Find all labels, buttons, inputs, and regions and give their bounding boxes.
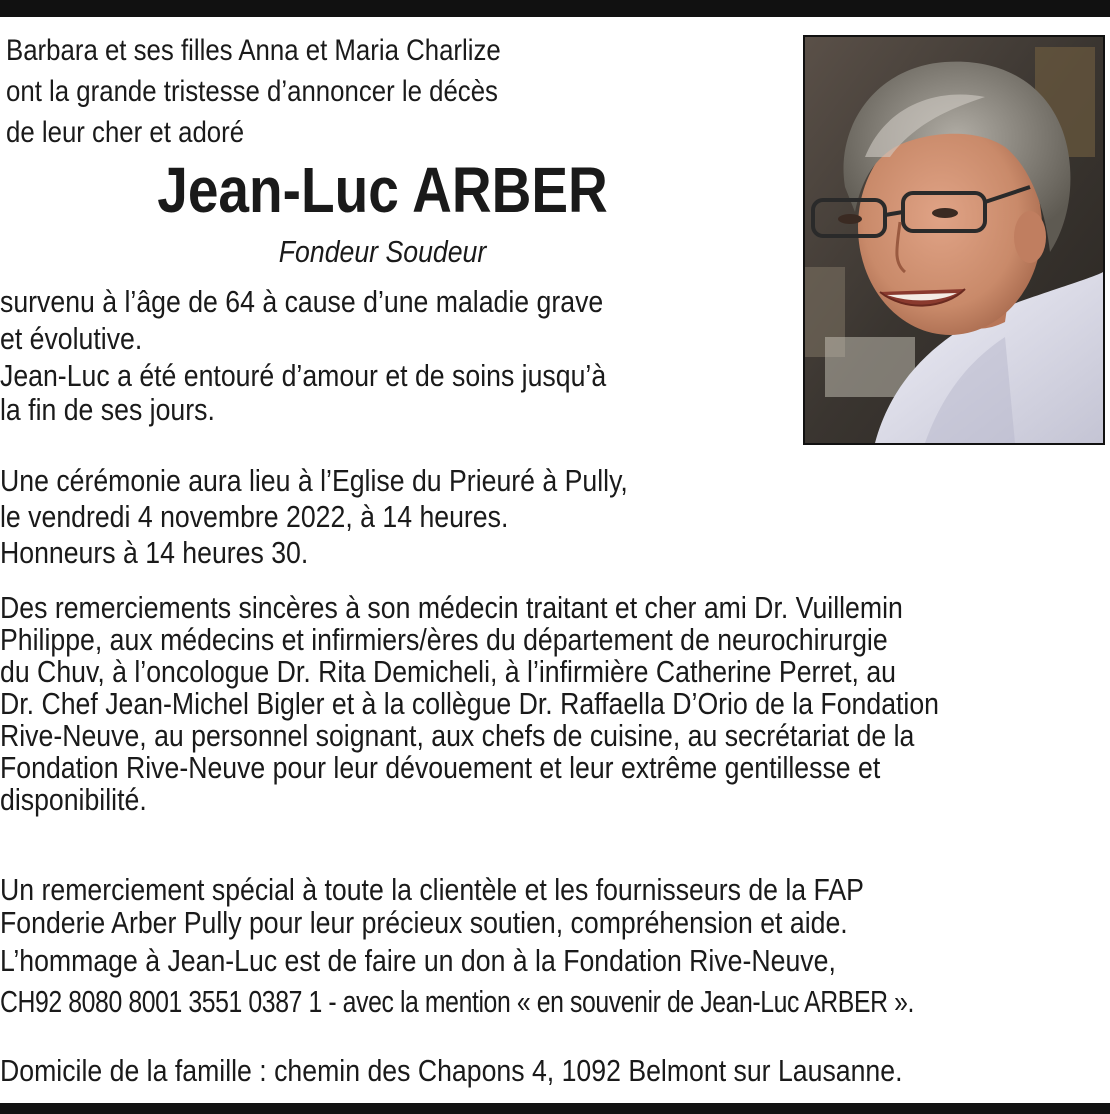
- top-rule: [0, 0, 1110, 17]
- ceremony-line: Honneurs à 14 heures 30.: [0, 535, 309, 570]
- intro-line: de leur cher et adoré: [6, 116, 245, 149]
- thanks-line: Des remerciements sincères à son médecin traitant et cher ami Dr. Vuillemin: [0, 590, 903, 625]
- special-line: Un remerciement spécial à toute la clientèle et les fournisseurs de la FAP: [0, 872, 864, 907]
- intro-text: [6, 30, 608, 153]
- cause-line: Jean-Luc a été entouré d’amour et de soins jusqu’à: [0, 358, 607, 393]
- ceremony-paragraph: [0, 463, 628, 571]
- special-line: Fonderie Arber Pully pour leur précieux soutien, compréhension et aide.: [0, 905, 848, 940]
- portrait-illustration: [805, 37, 1103, 443]
- cause-line: la fin de ses jours.: [0, 392, 215, 427]
- special-line: L’hommage à Jean-Luc est de faire un don à la Fondation Rive-Neuve,: [0, 943, 836, 978]
- thanks-line: Dr. Chef Jean-Michel Bigler et à la collègue Dr. Raffaella D’Orio de la Fondation: [0, 686, 940, 721]
- special-thanks-paragraph: [0, 873, 983, 1021]
- thanks-line: Rive-Neuve, au personnel soignant, aux chefs de cuisine, au secrétariat de la: [0, 718, 915, 753]
- cause-paragraph: [0, 283, 606, 427]
- ceremony-line: Une cérémonie aura lieu à l’Eglise du Prieuré à Pully,: [0, 463, 628, 498]
- thanks-line: Fondation Rive-Neuve pour leur dévouement et leur extrême gentillesse et: [0, 750, 881, 785]
- thanks-line: du Chuv, à l’oncologue Dr. Rita Demicheli, à l’infirmière Catherine Perret, au: [0, 654, 896, 689]
- intro-line: ont la grande tristesse d’annoncer le décès: [6, 75, 498, 108]
- thanks-line: Philippe, aux médecins et infirmiers/ères du département de neurochirurgie: [0, 622, 888, 657]
- iban-line: CH92 8080 8001 3551 0387 1 - avec la mention « en souvenir de Jean-Luc ARBER ».: [0, 984, 914, 1019]
- deceased-name: Jean-Luc ARBER: [157, 154, 608, 226]
- cause-line: et évolutive.: [0, 321, 143, 356]
- portrait-photo: [803, 35, 1105, 445]
- bottom-rule: [0, 1103, 1110, 1114]
- thanks-paragraph: [0, 592, 955, 816]
- ceremony-line: le vendredi 4 novembre 2022, à 14 heures.: [0, 499, 509, 534]
- family-address: Domicile de la famille : chemin des Chapons 4, 1092 Belmont sur Lausanne.: [0, 1053, 903, 1088]
- thanks-line: disponibilité.: [0, 782, 147, 817]
- cause-line: survenu à l’âge de 64 à cause d’une maladie grave: [0, 284, 604, 319]
- intro-line: Barbara et ses filles Anna et Maria Charlize: [6, 34, 501, 67]
- profession: Fondeur Soudeur: [278, 234, 487, 269]
